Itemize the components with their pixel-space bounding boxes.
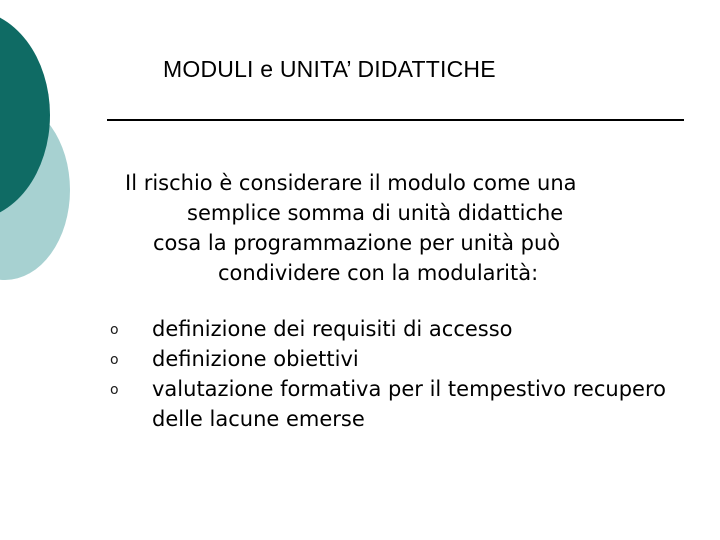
intro-line: Il rischio è considerare il modulo come una [125, 171, 577, 195]
slide-title: MODULI e UNITA’ DIDATTICHE [163, 56, 496, 82]
bullet-item [108, 374, 692, 434]
intro-line: cosa la programmazione per unità può [153, 231, 561, 255]
bullet-item [108, 314, 692, 344]
bullet-circle-icon: o [110, 382, 119, 398]
bullet-circle-icon: o [110, 352, 119, 368]
intro-line: condividere con la modularità: [218, 261, 539, 285]
intro-line: semplice somma di unità didattiche [187, 201, 564, 225]
bullet-text: definizione dei requisiti di accesso [152, 317, 513, 341]
intro-paragraph [125, 168, 577, 288]
bullet-text: valutazione formativa per il tempestivo recupero delle lacune emerse [152, 377, 666, 431]
bullet-circle-icon: o [110, 322, 119, 338]
bullet-list [108, 314, 692, 434]
bullet-text: definizione obiettivi [152, 347, 359, 371]
bullet-item [108, 344, 692, 374]
title-divider [107, 119, 684, 121]
